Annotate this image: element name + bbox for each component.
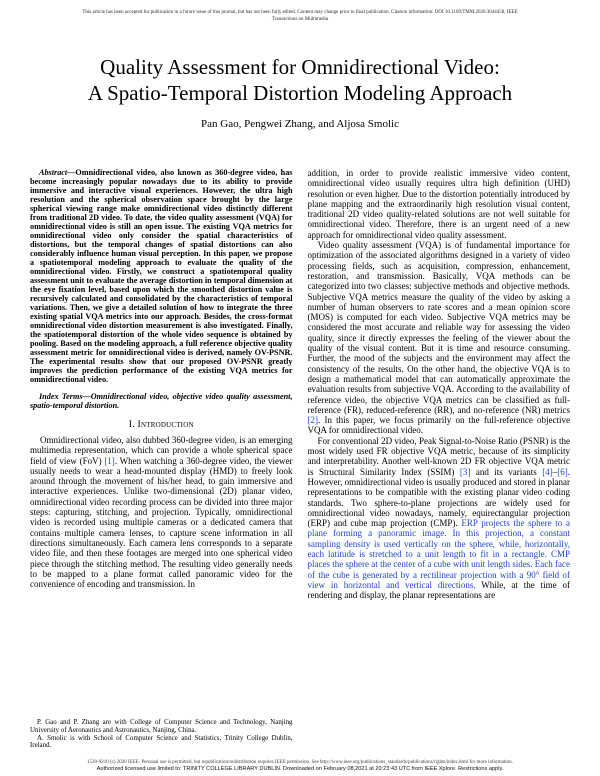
right-column (308, 168, 571, 750)
paper-title (0, 54, 600, 106)
projection-text-highlight: ERP projects the sphere to a plane forming a panoramic image. In this projection, a constant sampling density is used vertically on the sphere, while, horizontally, each latitude is stretched to a unit length to fit in a rectangle. CMP places the sphere at the center of a cube with unit length sides. Each face of the cube is generated by a rectilinear projection with a 90° field of view in horizontal and vertical directions. (307, 518, 570, 590)
projection-text-start: For conventional 2D video, Peak Signal-to-Noise Ratio (PSNR) is the most widely used FR objective VQA metric, because of its simplicity and interpretability. Another well-known 2D FR objective VQA metric is Structural Similarity Index (SSIM) [3] and its variants [4]–[6]. However, omnidirectional video is usually produced and stored in planar representations to be compatible with the existing planar video coding standards. Two sphere-to-plane projections are widely used for omnidirectional video nowadays, namely, equirectangular projection (ERP) and cube map projection (CMP). (307, 435, 570, 529)
acceptance-notice (30, 10, 570, 23)
author-footnote-2: A. Smolic is with School of Computer Science and Statistics, Trinity College Dublin, Ireland. (30, 734, 293, 750)
introduction-paragraph: Omnidirectional video, also dubbed 360-degree video, is an emerging multimedia representation, which can provide a whole spherical space field of view (FoV) [1]. When watching a 360-degree video, the viewer usually needs to wear a head-mounted display (HMD) to freely look around through the movement of his/her head, to gain immersive and interactive experiences. Unlike two-dimensional (2D) planar video, omnidirectional video recording process can be divided into three major steps: capturing, stitching, and projection. Typically, omnidirectional video is recorded using multiple cameras or a dedicated camera that contains multiple camera lenses, to capture scene information in all directions simultaneously. Each camera lens corresponds to a separate video file, and then these footages are merged into one spherical video piece through the stitching method. The resulting video generally needs to be mapped to a plane format called panoramic video for the convenience of encoding and transmission. In (30, 435, 293, 590)
vqa-overview-paragraph: Video quality assessment (VQA) is of fundamental importance for optimization of the associated algorithms designed in a variety of video processing fields, such as acquisition, compression, enhancement, restoration, and transmission. Basically, VQA methods can be categorized into two classes: subjective methods and objective methods. Subjective VQA metrics measure the quality of the video by asking a number of human observers to rate scores and a mean opinion score (MOS) is computed for each video. Subjective VQA metrics may be considered the most accurate and reliable way for assessing the video quality, since it directly expresses the feeling of the viewer about the quality of the visual content. But it is time and resource consuming. Further, the mood of the subjects and the environment may affect the consistency of the results. On the other hand, the objective VQA is to design a mathematical model that can automatically approximate the evaluation results from subjective VQA. According to the availability of reference video, the objective VQA metrics can be classified as full-reference (FR), reduced-reference (RR), and no-reference (NR) metrics [2]. In this paper, we focus primarily on the full-reference objective VQA for omnidirectional video. (307, 240, 570, 436)
introduction-heading: I. Introduction (128, 419, 194, 430)
abstract-label: Abstract (39, 168, 68, 177)
two-column-body (30, 168, 570, 750)
acceptance-notice-line-2: Transactions on Multimedia (271, 16, 329, 22)
author-footnote-1: P. Gao and P. Zhang are with College of Computer Science and Technology, Nanjing University of Aeronautics and Astronautics, Nanjing, China. (30, 719, 293, 734)
left-column (30, 168, 293, 750)
index-terms-text: —Omnidirectional video, objective video quality assessment, spatio-temporal distortion. (30, 392, 293, 410)
index-terms-paragraph (30, 392, 293, 410)
projection-paragraph (308, 436, 571, 601)
abstract-text: —Omnidirectional video, also known as 360-degree video, has become increasingly popular nowadays due to its ability to provide immersive and interactive visual experiences. However, the ultra high resolution and the spherical observation space brought by the large spherical viewing range make omnidirectional video distinctly different from traditional 2D video. To date, the video quality assessment (VQA) for omnidirectional video is still an open issue. The existing VQA metrics for omnidirectional video only consider the spatial characteristics of distortions, but the temporal changes of spatial distortions can also considerably influence human visual perception. In this paper, we propose a spatiotemporal modeling approach to evaluate the quality of the omnidirectional video. Firstly, we construct a spatiotemporal quality assessment unit to evaluate the average distortion in temporal dimension at the eye fixation level, based upon which the smoothed distortion value is recursively calculated and consolidated by the characteristics of temporal variations. Then, we give a detailed solution of how to integrate the three existing spatial VQA metrics into our approach. Besides, the cross-format omnidirectional video distortion measurement is also investigated. Finally, the spatiotemporal distortion of the whole video sequence is obtained by pooling. Based on the modeling approach, a full reference objective quality assessment metric for omnidirectional video is derived, namely OV-PSNR. The experimental results show that our proposed OV-PSNR greatly improves the prediction performance of the existing VQA metrics for omnidirectional video. (30, 168, 293, 384)
introduction-continued-paragraph: addition, in order to provide realistic immersive video content, omnidirectional video usually requires ultra high definition (UHD) resolution or even higher. Due to the distortion potentially introduced by plane mapping and the extraordinarily high resolution visual content, traditional 2D video quality-related solutions are not well suitable for omnidirectional video. Therefore, there is an urgent need of a new approach for omnidirectional video quality assessment. (307, 168, 570, 240)
abstract-paragraph (30, 168, 293, 384)
paper-title-line-2: A Spatio-Temporal Distortion Modeling Approach (87, 81, 513, 105)
projection-text-end: While, at the time of rendering and display, the planar representations are (307, 579, 570, 601)
paper-authors: Pan Gao, Pengwei Zhang, and Aljosa Smolic (201, 118, 399, 130)
paper-title-line-1: Quality Assessment for Omnidirectional Video: (100, 55, 500, 79)
index-terms-label: Index Terms (39, 392, 83, 401)
copyright-line: 1520-9210 (c) 2020 IEEE. Personal use is permitted, but republication/redistribution requires IEEE permission. See http://www.ieee.org/publications_standards/publications/rights/index.html for more information. (87, 760, 513, 765)
author-footnotes (30, 713, 293, 750)
page-footer (0, 760, 600, 773)
acceptance-notice-line-1: This article has been accepted for publication in a future issue of this journal, but has not been fully edited. Content may change prior to final publication. Citation information: DOI 10.1109/TMM.2020.3044458, IEEE (82, 10, 518, 15)
license-line: Authorized licensed use limited to: TRINITY COLLEGE LIBRARY DUBLIN. Downloaded on February 08,2021 at 20:23:43 UTC from IEEE Xplore. Restrictions apply. (96, 766, 504, 772)
